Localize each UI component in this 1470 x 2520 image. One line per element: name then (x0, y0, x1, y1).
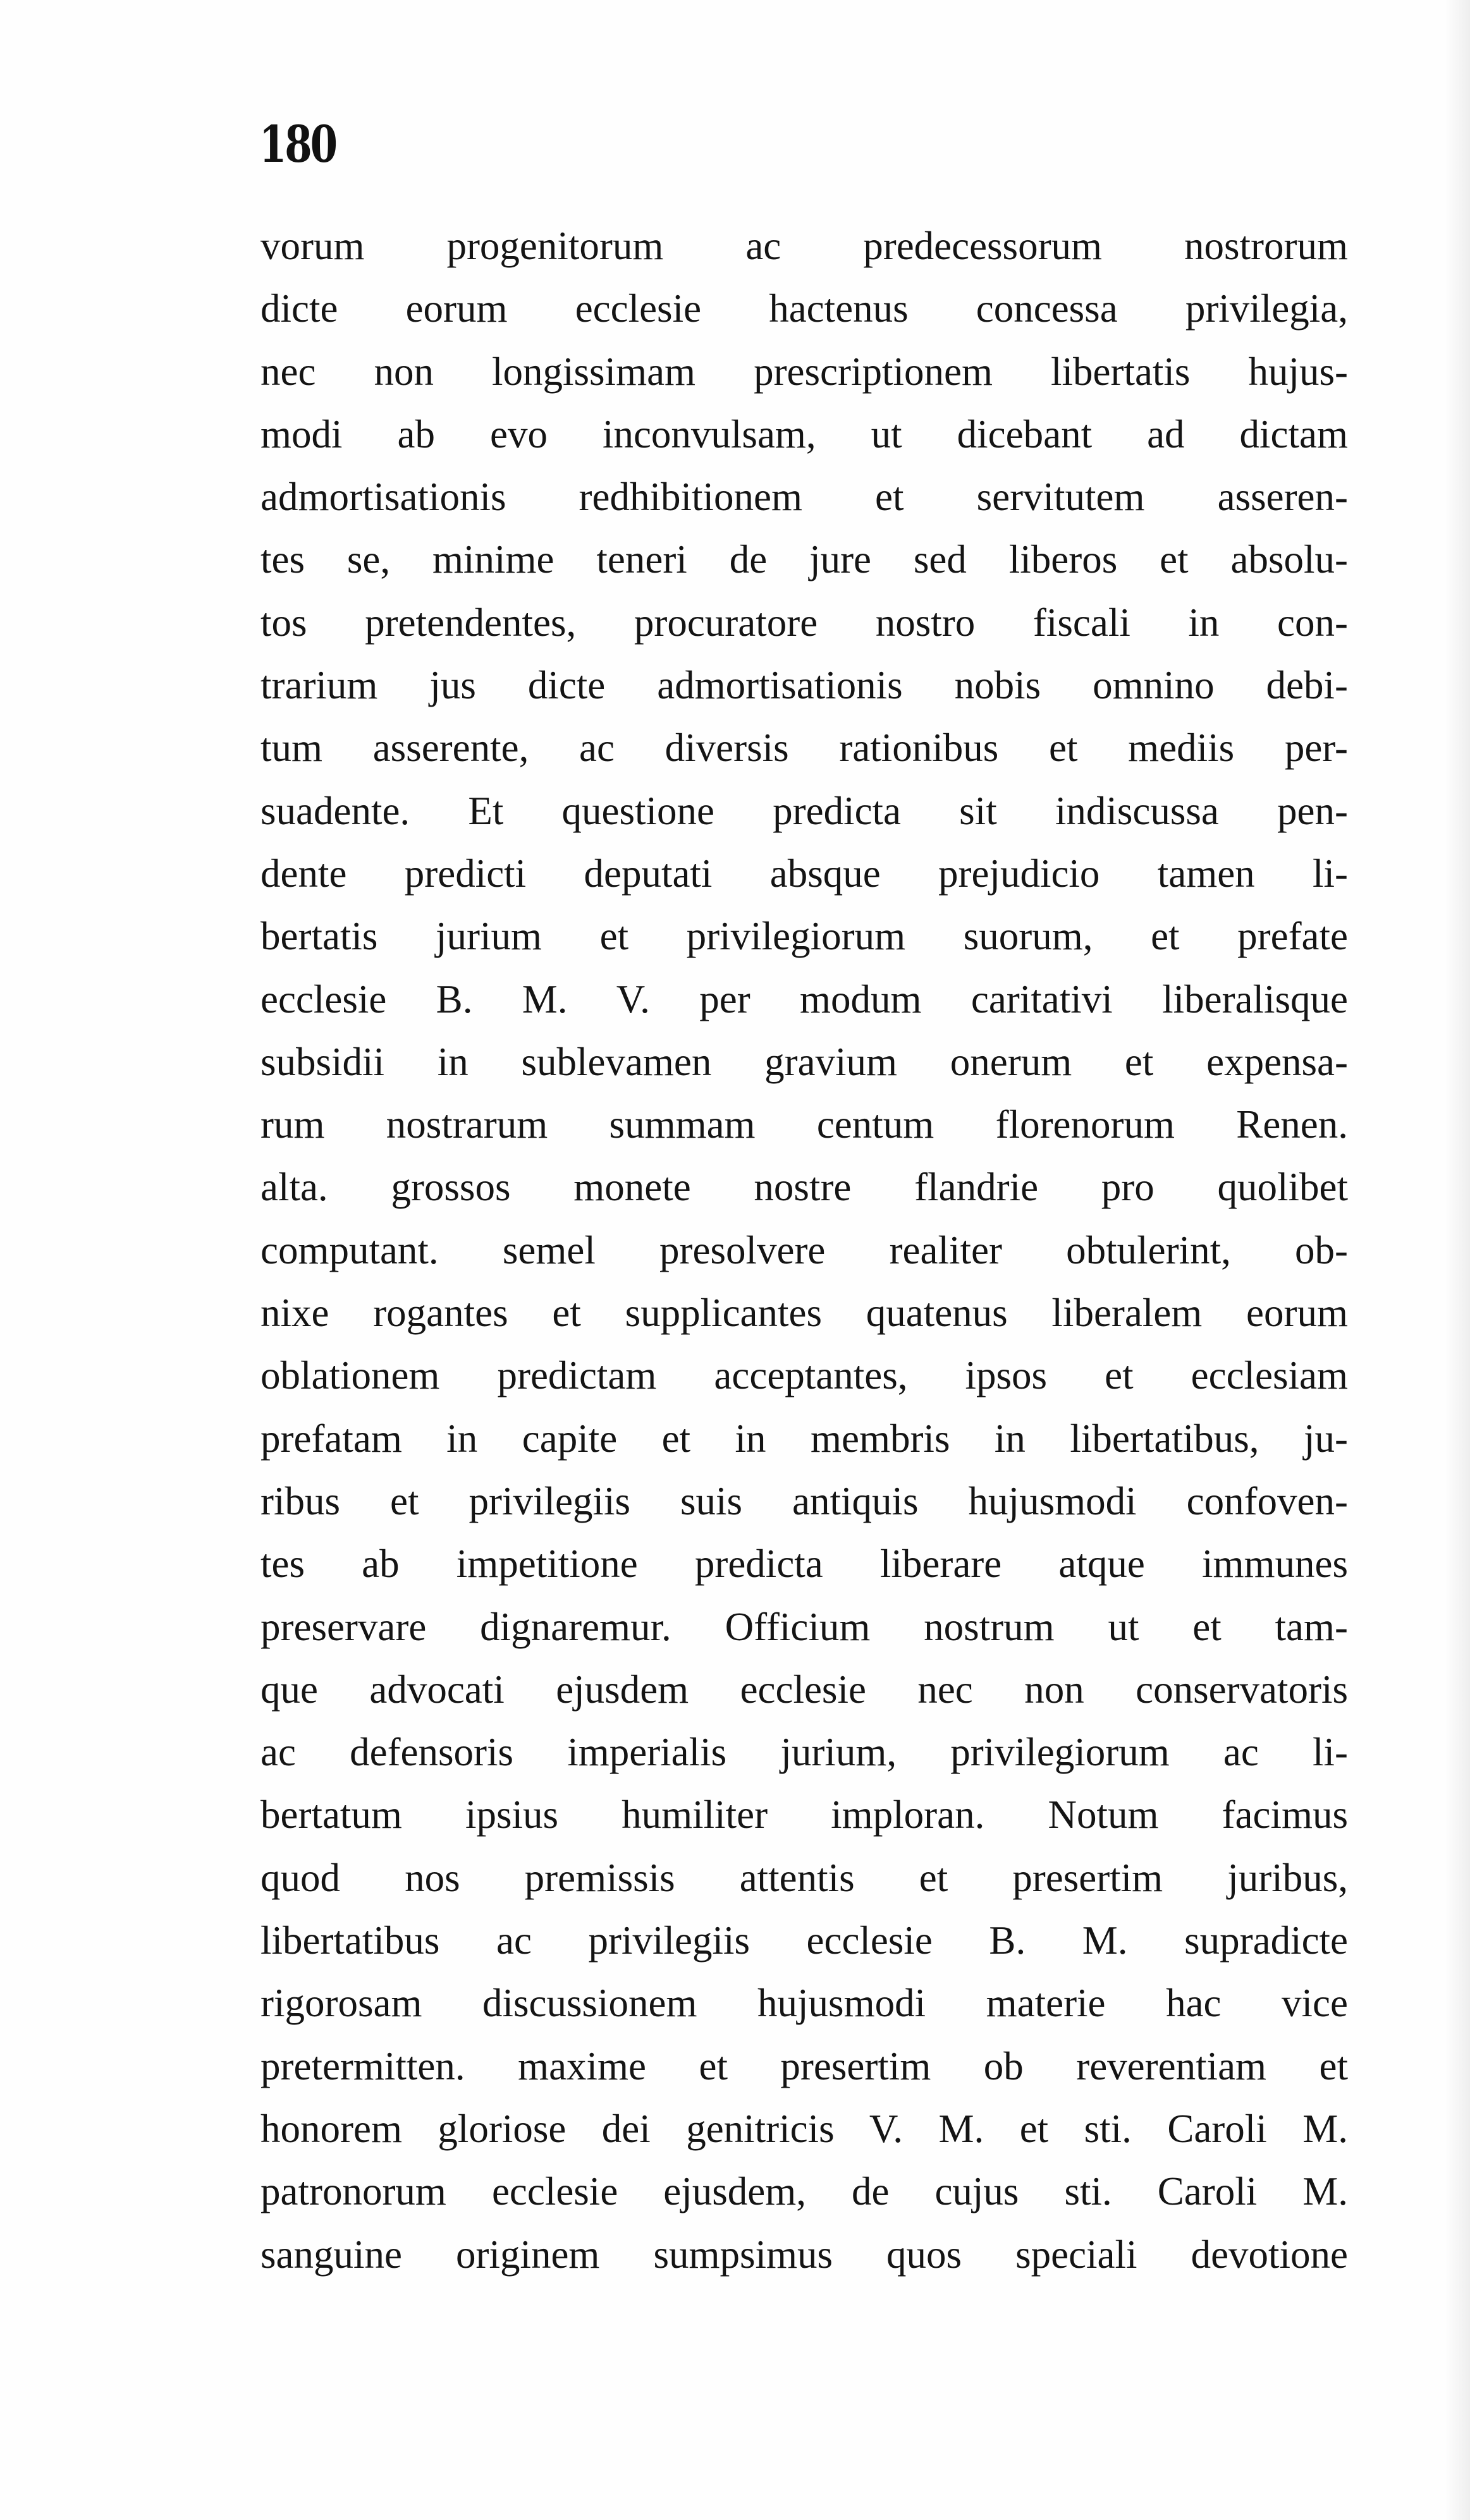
text-line (260, 341, 1348, 403)
text-line (260, 1721, 1348, 1784)
text-line-content: ribus et privilegiis suis antiquis hujusmodi confoven- (260, 1478, 1348, 1523)
text-line (260, 528, 1348, 591)
text-line-content: ecclesie B. M. V. per modum caritativi liberalisque (260, 977, 1348, 1021)
text-line-content: nec non longissimam prescriptionem libertatis hujus- (260, 349, 1348, 394)
body-text (260, 215, 1348, 2286)
text-line-content: oblationem predictam acceptantes, ipsos et ecclesiam (260, 1353, 1348, 1398)
text-line-content: preservare dignaremur. Officium nostrum ut et tam- (260, 1604, 1348, 1649)
text-line-content: rigorosam discussionem hujusmodi materie hac vice (260, 1981, 1348, 2026)
text-line (260, 1093, 1348, 1156)
text-line (260, 1408, 1348, 1470)
text-line-content: bertatum ipsius humiliter imploran. Notum facimus (260, 1793, 1348, 1837)
text-line-content: nixe rogantes et supplicantes quatenus liberalem eorum (260, 1291, 1348, 1336)
text-line-content: tes ab impetitione predicta liberare atque immunes (260, 1542, 1348, 1586)
text-line-content: tes se, minime teneri de jure sed liberos et absolu- (260, 537, 1348, 582)
text-line (260, 1470, 1348, 1533)
text-line-content: subsidii in sublevamen gravium onerum et expensa- (260, 1039, 1348, 1084)
text-line-content: dente predicti deputati absque prejudicio tamen li- (260, 851, 1348, 896)
text-line-content: modi ab evo inconvulsam, ut dicebant ad dictam (260, 411, 1348, 456)
text-line (260, 1909, 1348, 1972)
text-line (260, 654, 1348, 717)
text-line (260, 1659, 1348, 1721)
text-line-content: prefatam in capite et in membris in libertatibus, ju- (260, 1416, 1348, 1461)
text-line-content: alta. grossos monete nostre flandrie pro quolibet (260, 1165, 1348, 1210)
text-line (260, 1596, 1348, 1659)
text-line-content: tum asserente, ac diversis rationibus et mediis per- (260, 726, 1348, 770)
text-line-content: trarium jus dicte admortisationis nobis omnino debi- (260, 663, 1348, 708)
text-line (260, 1784, 1348, 1846)
text-line (260, 780, 1348, 843)
text-line (260, 1156, 1348, 1219)
text-line (260, 403, 1348, 466)
text-line (260, 1031, 1348, 1093)
text-line (260, 592, 1348, 654)
text-line (260, 1282, 1348, 1344)
text-line (260, 1219, 1348, 1282)
text-line-content: patronorum ecclesie ejusdem, de cujus sti. Caroli M. (260, 2169, 1348, 2214)
text-line (260, 905, 1348, 968)
text-line-content: quod nos premissis attentis et presertim juribus, (260, 1855, 1348, 1900)
text-line-content: ac defensoris imperialis jurium, privilegiorum ac li- (260, 1730, 1348, 1775)
text-line (260, 2224, 1348, 2286)
text-line (260, 717, 1348, 779)
text-line-content: dicte eorum ecclesie hactenus concessa privilegia, (260, 286, 1348, 331)
text-line-content: bertatis jurium et privilegiorum suorum, et prefate (260, 914, 1348, 959)
text-line (260, 2160, 1348, 2223)
text-line-content: libertatibus ac privilegiis ecclesie B. M. supradicte (260, 1918, 1348, 1963)
text-line-content: suadente. Et questione predicta sit indiscussa pen- (260, 788, 1348, 833)
text-line (260, 277, 1348, 340)
text-line-content: vorum progenitorum ac predecessorum nostrorum (260, 224, 1348, 268)
text-line (260, 1847, 1348, 1909)
text-line (260, 2098, 1348, 2160)
text-line (260, 843, 1348, 905)
text-line-content: rum nostrarum summam centum florenorum Renen. (260, 1102, 1348, 1147)
text-line (260, 968, 1348, 1031)
text-line-content: admortisationis redhibitionem et servitutem asseren- (260, 475, 1348, 520)
page-number: 180 (259, 114, 336, 174)
text-line-content: pretermitten. maxime et presertim ob reverentiam et (260, 2043, 1348, 2088)
text-line-content: que advocati ejusdem ecclesie nec non conservatoris (260, 1667, 1348, 1712)
text-line (260, 466, 1348, 528)
text-line (260, 215, 1348, 277)
text-line-content: honorem gloriose dei genitricis V. M. et sti. Caroli M. (260, 2106, 1348, 2151)
text-line (260, 1972, 1348, 2035)
text-line (260, 1344, 1348, 1407)
text-line (260, 1533, 1348, 1595)
text-line-content: tos pretendentes, procuratore nostro fiscali in con- (260, 600, 1348, 645)
text-line-content: sanguine originem sumpsimus quos speciali devotione (260, 2232, 1348, 2277)
text-line (260, 2035, 1348, 2098)
text-line-content: computant. semel presolvere realiter obtulerint, ob- (260, 1227, 1348, 1272)
page-edge-shadow (1445, 0, 1470, 2520)
